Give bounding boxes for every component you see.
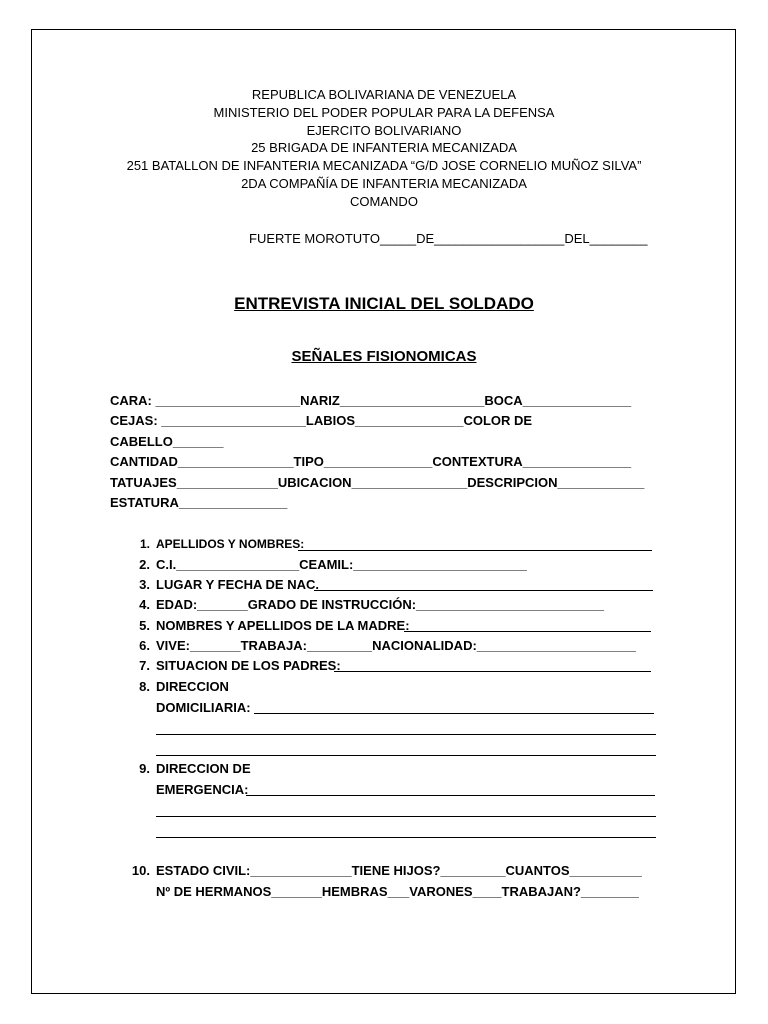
list-item-number: 9. xyxy=(139,761,150,776)
letterhead xyxy=(0,86,768,211)
features-line-3[interactable]: CABELLO_______ xyxy=(110,434,224,449)
list-item-label[interactable]: ESTADO CIVIL:______________TIENE HIJOS?_________CUANTOS__________ xyxy=(156,863,642,878)
answer-line[interactable] xyxy=(156,823,656,838)
answer-line[interactable] xyxy=(404,617,651,632)
header-line-6: 2DA COMPAÑÍA DE INFANTERIA MECANIZADA xyxy=(241,175,527,191)
list-item-number: 3. xyxy=(139,577,150,592)
features-line-6[interactable]: ESTATURA_______________ xyxy=(110,495,288,510)
header-line-2: MINISTERIO DEL PODER POPULAR PARA LA DEFENSA xyxy=(213,104,555,120)
answer-line[interactable] xyxy=(246,781,655,796)
section-title: SEÑALES FISIONOMICAS xyxy=(291,348,477,365)
list-item-label[interactable]: VIVE:_______TRABAJA:_________NACIONALIDAD:______________________ xyxy=(156,638,636,653)
list-item-number: 7. xyxy=(139,658,150,673)
answer-line[interactable] xyxy=(156,802,656,817)
list-item-number: 2. xyxy=(139,557,150,572)
list-item-label: SITUACION DE LOS PADRES: xyxy=(156,658,341,673)
form-title: ENTREVISTA INICIAL DEL SOLDADO xyxy=(234,294,534,313)
list-item-label[interactable]: EDAD:_______GRADO DE INSTRUCCIÓN:__________________________ xyxy=(156,597,605,612)
features-line-4[interactable]: CANTIDAD________________TIPO_______________CONTEXTURA_______________ xyxy=(110,454,632,469)
list-item-label: DIRECCION xyxy=(156,679,229,694)
header-line-7: COMANDO xyxy=(350,193,418,209)
answer-line[interactable] xyxy=(254,699,654,714)
header-line-1: REPUBLICA BOLIVARIANA DE VENEZUELA xyxy=(251,87,517,102)
list-item-label-cont: DOMICILIARIA: xyxy=(156,700,251,715)
list-item-number: 10. xyxy=(131,863,150,878)
list-item-number: 1. xyxy=(139,537,150,551)
list-item-label-cont: EMERGENCIA: xyxy=(156,782,249,797)
header-line-5: 251 BATALLON DE INFANTERIA MECANIZADA “G/D JOSE CORNELIO MUÑOZ SILVA” xyxy=(126,158,642,174)
list-item-number: 4. xyxy=(139,597,150,612)
list-item-number: 8. xyxy=(139,679,150,694)
answer-line[interactable] xyxy=(298,536,652,551)
header-line-4: 25 BRIGADA DE INFANTERIA MECANIZADA xyxy=(251,140,517,156)
list-item-number: 5. xyxy=(139,618,150,633)
answer-line[interactable] xyxy=(156,720,656,735)
features-line-5[interactable]: TATUAJES______________UBICACION________________DESCRIPCION____________ xyxy=(110,475,645,490)
list-item-label-cont[interactable]: Nº DE HERMANOS_______HEMBRAS___VARONES____TRABAJAN?________ xyxy=(156,884,639,899)
answer-line[interactable] xyxy=(314,576,653,591)
list-item-label: LUGAR Y FECHA DE NAC. xyxy=(156,577,319,592)
list-item-number: 6. xyxy=(139,638,150,653)
answer-line[interactable] xyxy=(334,657,651,672)
place-date-field[interactable]: FUERTE MOROTUTO_____DE__________________DEL________ xyxy=(249,231,648,246)
list-item-label[interactable]: C.I._________________CEAMIL:________________________ xyxy=(156,557,527,572)
list-item-label: APELLIDOS Y NOMBRES: xyxy=(156,537,305,551)
list-item-label: NOMBRES Y APELLIDOS DE LA MADRE: xyxy=(156,618,410,633)
features-line-2[interactable]: CEJAS: ____________________LABIOS_______________COLOR DE xyxy=(110,413,533,428)
features-line-1[interactable]: CARA: ____________________NARIZ____________________BOCA_______________ xyxy=(110,393,632,408)
header-line-3: EJERCITO BOLIVARIANO xyxy=(306,122,462,138)
answer-line[interactable] xyxy=(156,741,656,756)
list-item-label: DIRECCION DE xyxy=(156,761,251,776)
